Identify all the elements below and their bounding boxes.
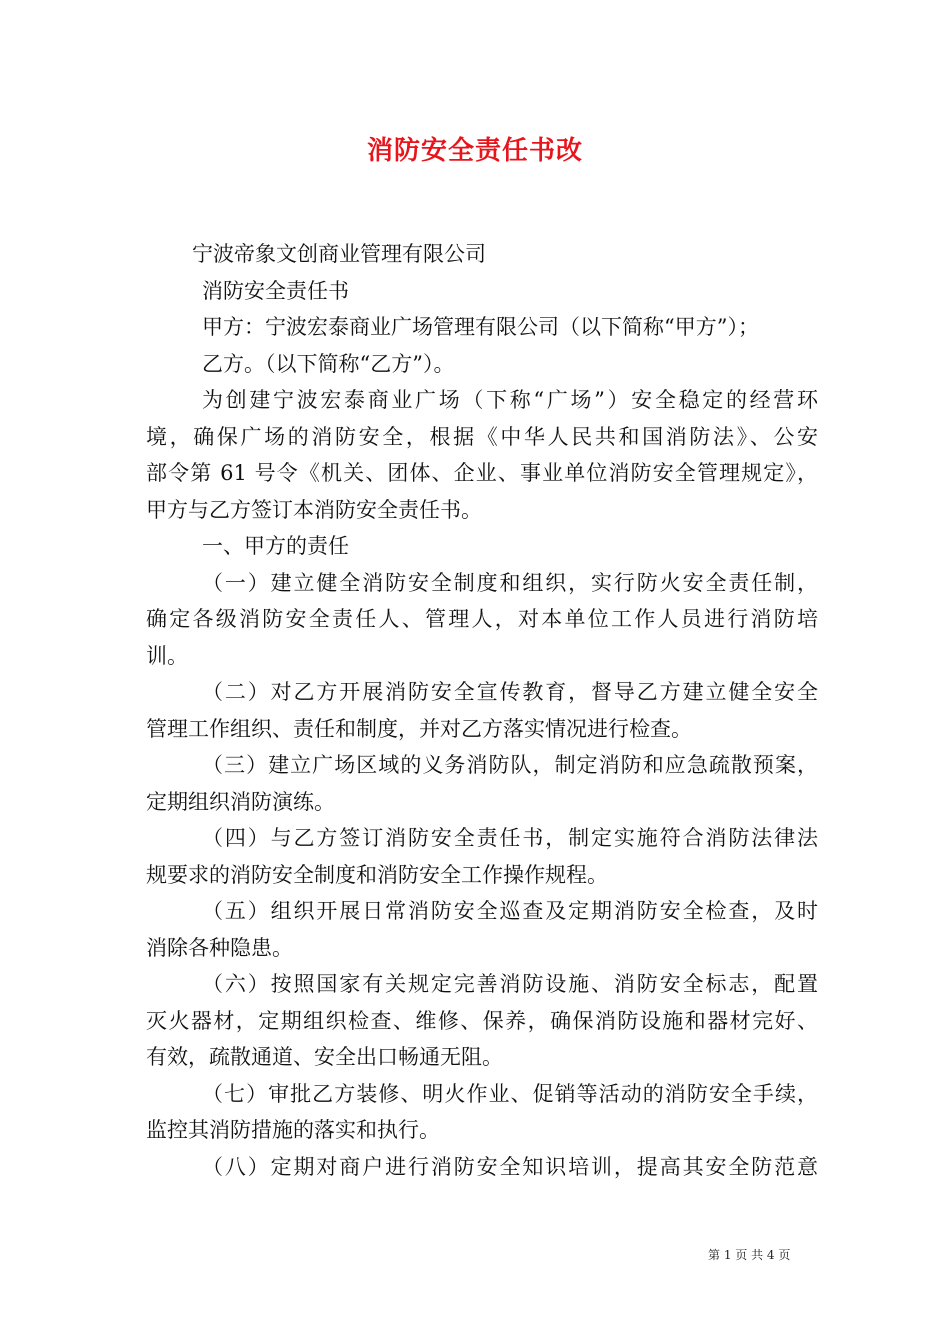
text-line: （七）审批乙方装修、明火作业、促销等活动的消防安全手续，: [202, 1081, 818, 1106]
text-line: 境，确保广场的消防安全，根据《中华人民共和国消防法》、公安: [146, 424, 818, 449]
text-line: 确定各级消防安全责任人、管理人，对本单位工作人员进行消防培: [146, 607, 818, 631]
document-title: 消防安全责任书改: [366, 136, 583, 166]
text-line: （五）组织开展日常消防安全巡查及定期消防安全检查，及时: [202, 899, 818, 923]
text-line: 部令第 61 号令《机关、团体、企业、事业单位消防安全管理规定》，: [146, 461, 818, 485]
text-line: 有效，疏散通道、安全出口畅通无阻。: [146, 1045, 503, 1069]
text-line: 监控其消防措施的落实和执行。: [146, 1118, 440, 1142]
document-body: [146, 236, 818, 1185]
text-line: （八）定期对商户进行消防安全知识培训，提高其安全防范意: [202, 1154, 818, 1179]
text-line: 甲方与乙方签订本消防安全责任书。: [146, 497, 482, 522]
text-line: 灭火器材，定期组织检查、维修、保养，确保消防设施和器材完好、: [146, 1008, 818, 1033]
text-line: （二）对乙方开展消防安全宣传教育，督导乙方建立健全安全: [202, 680, 818, 704]
text-line: 为创建宁波宏泰商业广场（下称“广场”）安全稳定的经营环: [202, 388, 818, 412]
text-line: 消防安全责任书: [202, 278, 349, 303]
text-line: 规要求的消防安全制度和消防安全工作操作规程。: [146, 862, 608, 887]
text-line: 一、甲方的责任: [202, 534, 349, 558]
text-line: （六）按照国家有关规定完善消防设施、消防安全标志，配置: [202, 972, 818, 996]
text-line: 乙方。（以下简称“乙方”）。: [202, 351, 455, 376]
text-line: 管理工作组织、责任和制度，并对乙方落实情况进行检查。: [146, 716, 692, 741]
text-line: 定期组织消防演练。: [146, 789, 335, 814]
text-line: （三）建立广场区域的义务消防队，制定消防和应急疏散预案，: [202, 753, 818, 777]
text-line: （四）与乙方签订消防安全责任书，制定实施符合消防法律法: [202, 826, 818, 850]
page-number: 第 1 页 共 4 页: [708, 1248, 791, 1262]
text-line: 宁波帝象文创商业管理有限公司: [192, 242, 486, 266]
text-line: 训。: [146, 643, 188, 668]
text-line: 消除各种隐患。: [146, 935, 293, 960]
text-line: （一）建立健全消防安全制度和组织，实行防火安全责任制，: [202, 570, 818, 595]
text-line: 甲方：宁波宏泰商业广场管理有限公司（以下简称“甲方”）；: [202, 315, 759, 339]
